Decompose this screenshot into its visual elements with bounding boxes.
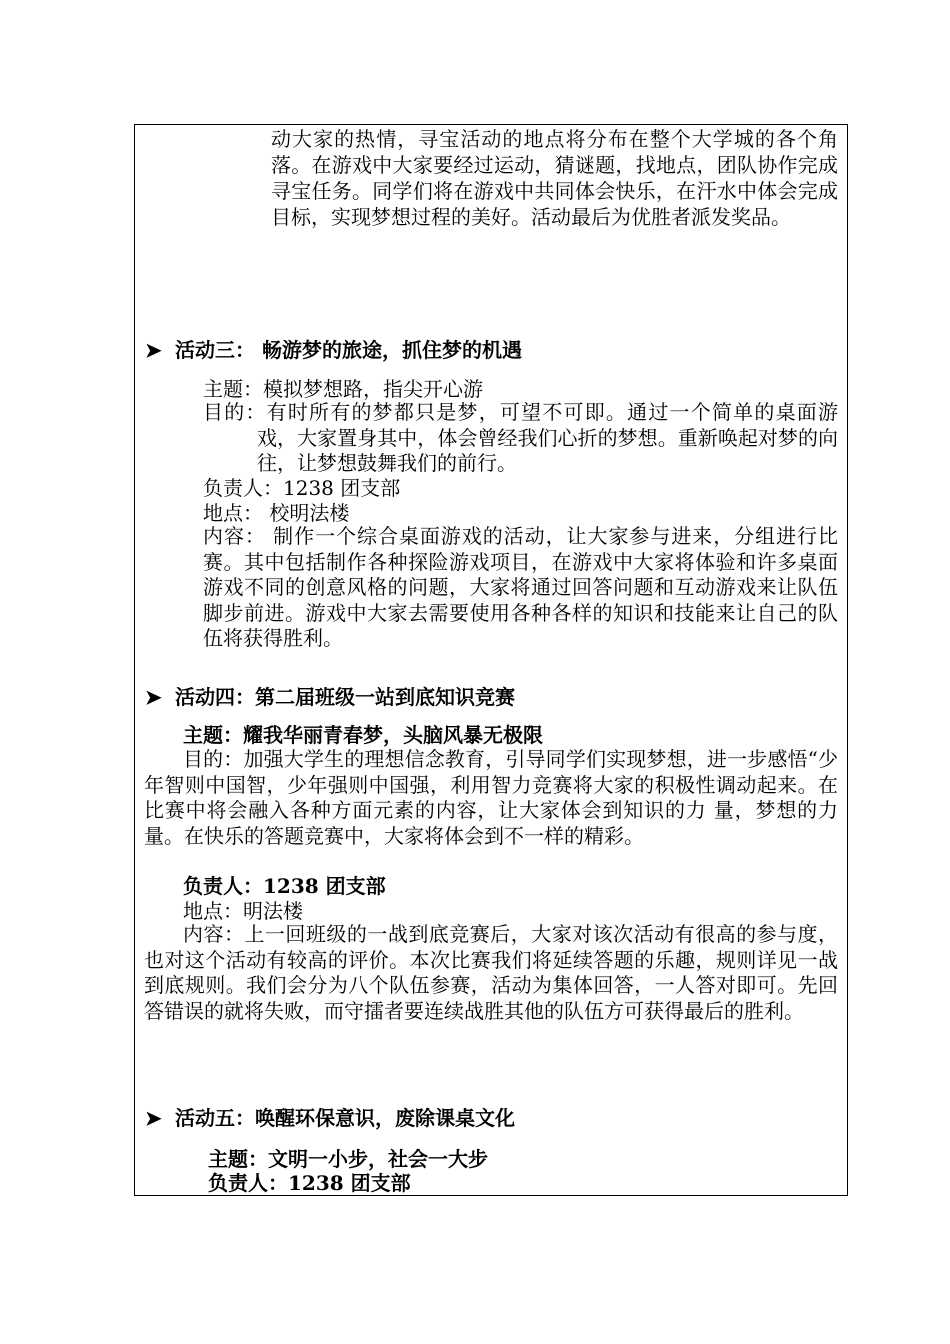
activity5-theme: 主题：文明一小步，社会一大步: [208, 1147, 488, 1171]
arrow-bullet-icon: ➤: [145, 338, 162, 362]
arrow-bullet-icon: ➤: [145, 685, 162, 709]
activity4-purpose: 目的：加强大学生的理想信念教育，引导同学们实现梦想，进一步感悟“少年智则中国智，少年强则中国强，利用智力竞赛将大家的积极性调动起来。在比赛中将会融入各种方面元素的内容，让大家体会到知识的力 量，梦想的力量。在快乐的答题竞赛中，大家将体会到不一样的精彩。: [144, 747, 838, 848]
activity4-location: 地点：明法楼: [183, 899, 303, 923]
activity4-responsible: 负责人：1238 团支部: [183, 874, 386, 898]
activity4-title: 活动四：第二届班级一站到底知识竞赛: [175, 685, 515, 709]
content-table-cell: [134, 124, 848, 1196]
activity3-responsible: 负责人：1238 团支部: [203, 476, 401, 500]
activity4-theme: 主题：耀我华丽青春梦，头脑风暴无极限: [183, 723, 543, 747]
activity3-title: 活动三： 畅游梦的旅途，抓住梦的机遇: [175, 338, 522, 362]
activity5-responsible: 负责人：1238 团支部: [208, 1171, 411, 1195]
activity4-heading: [145, 684, 515, 710]
arrow-bullet-icon: ➤: [145, 1106, 162, 1130]
activity5-title: 活动五：唤醒环保意识，废除课桌文化: [175, 1106, 515, 1130]
activity3-location: 地点： 校明法楼: [203, 501, 350, 525]
activity5-heading: [145, 1105, 515, 1131]
activity3-heading: [145, 337, 522, 363]
activity3-content: 内容： 制作一个综合桌面游戏的活动，让大家参与进来，分组进行比赛。其中包括制作各种探险游戏项目，在游戏中大家将体验和许多桌面游戏不同的创意风格的问题，大家将通过回答问题和互动游戏来让队伍脚步前进。游戏中大家去需要使用各种各样的知识和技能来让自己的队伍将获得胜利。: [203, 524, 838, 650]
activity3-purpose: 目的：有时所有的梦都只是梦，可望不可即。通过一个简单的桌面游戏，大家置身其中，体会曾经我们心折的梦想。重新唤起对梦的向往，让梦想鼓舞我们的前行。: [203, 400, 838, 475]
activity3-theme: 主题：模拟梦想路，指尖开心游: [203, 377, 483, 401]
intro-paragraph: 动大家的热情，寻宝活动的地点将分布在整个大学城的各个角落。在游戏中大家要经过运动，猜谜题，找地点，团队协作完成寻宝任务。同学们将在游戏中共同体会快乐，在汗水中体会完成目标，实现梦想过程的美好。活动最后为优胜者派发奖品。: [271, 127, 838, 229]
activity4-content: 内容：上一回班级的一战到底竞赛后，大家对该次活动有很高的参与度，也对这个活动有较高的评价。本次比赛我们将延续答题的乐趣，规则详见一战到底规则。我们会分为八个队伍参赛，活动为集体回答，一人答对即可。先回答错误的就将失败，而守擂者要连续战胜其他的队伍方可获得最后的胜利。: [144, 922, 838, 1023]
